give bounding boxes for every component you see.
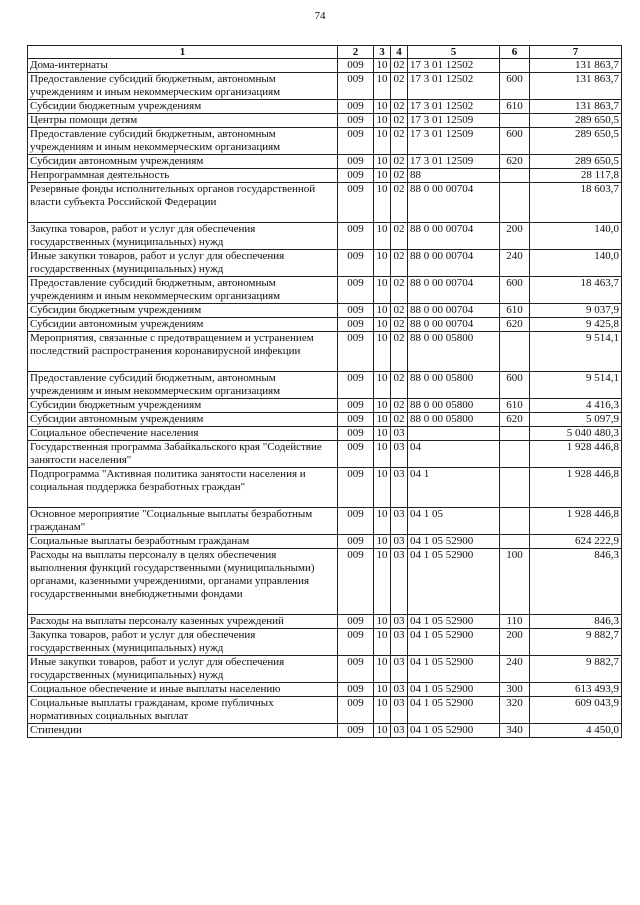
- row-code-subsection: 03: [391, 535, 408, 549]
- column-header: 7: [530, 46, 622, 59]
- row-code-subsection: 02: [391, 318, 408, 332]
- row-label: Расходы на выплаты персоналу в целях обеспечения выполнения функций государственными (муниципальными) органами, казенными учреждениями, органами управления государственными внебюджетными фондами: [28, 549, 338, 615]
- column-header: 3: [374, 46, 391, 59]
- row-code-section: 10: [374, 683, 391, 697]
- row-code-expense-type: [500, 508, 530, 535]
- table-row: [28, 656, 622, 683]
- row-amount: 9 425,8: [530, 318, 622, 332]
- row-amount: 9 882,7: [530, 656, 622, 683]
- row-code-admin: 009: [338, 468, 374, 508]
- table-row: [28, 372, 622, 399]
- row-code-admin: 009: [338, 427, 374, 441]
- row-label: Центры помощи детям: [28, 114, 338, 128]
- row-code-expense-type: 620: [500, 318, 530, 332]
- row-code-section: 10: [374, 114, 391, 128]
- row-label: Мероприятия, связанные с предотвращением и устранением последствий распространения коронавирусной инфекции: [28, 332, 338, 372]
- row-code-subsection: 03: [391, 724, 408, 738]
- row-code-target: 04 1: [408, 468, 500, 508]
- row-code-section: 10: [374, 427, 391, 441]
- row-amount: 4 450,0: [530, 724, 622, 738]
- row-code-expense-type: 600: [500, 73, 530, 100]
- row-code-target: 88 0 00 00704: [408, 223, 500, 250]
- row-label: Государственная программа Забайкальского края "Содействие занятости населения": [28, 441, 338, 468]
- row-code-subsection: 03: [391, 468, 408, 508]
- row-code-expense-type: [500, 468, 530, 508]
- row-label: Социальное обеспечение населения: [28, 427, 338, 441]
- row-code-section: 10: [374, 441, 391, 468]
- column-header: 6: [500, 46, 530, 59]
- row-code-expense-type: 300: [500, 683, 530, 697]
- row-amount: 1 928 446,8: [530, 468, 622, 508]
- row-code-admin: 009: [338, 656, 374, 683]
- row-code-admin: 009: [338, 372, 374, 399]
- row-code-subsection: 03: [391, 629, 408, 656]
- row-code-admin: 009: [338, 128, 374, 155]
- table-row: [28, 413, 622, 427]
- row-code-subsection: 03: [391, 441, 408, 468]
- row-code-admin: 009: [338, 318, 374, 332]
- row-label: Резервные фонды исполнительных органов государственной власти субъекта Российской Федерации: [28, 183, 338, 223]
- row-amount: 9 882,7: [530, 629, 622, 656]
- row-code-admin: 009: [338, 59, 374, 73]
- row-label: Подпрограмма "Активная политика занятости населения и социальная поддержка безработных граждан": [28, 468, 338, 508]
- row-code-expense-type: [500, 59, 530, 73]
- row-code-target: 04 1 05 52900: [408, 615, 500, 629]
- table-row: [28, 697, 622, 724]
- row-amount: 289 650,5: [530, 128, 622, 155]
- table-row: [28, 250, 622, 277]
- row-label: Социальные выплаты безработным гражданам: [28, 535, 338, 549]
- row-code-target: 17 3 01 12509: [408, 114, 500, 128]
- row-label: Предоставление субсидий бюджетным, автономным учреждениям и иным некоммерческим организациям: [28, 73, 338, 100]
- table-row: [28, 535, 622, 549]
- row-code-target: 88 0 00 05800: [408, 332, 500, 372]
- row-code-admin: 009: [338, 332, 374, 372]
- table-row: [28, 183, 622, 223]
- row-code-expense-type: 240: [500, 656, 530, 683]
- row-amount: 131 863,7: [530, 73, 622, 100]
- table-row: [28, 304, 622, 318]
- row-code-subsection: 02: [391, 155, 408, 169]
- row-code-section: 10: [374, 277, 391, 304]
- row-label: Расходы на выплаты персоналу казенных учреждений: [28, 615, 338, 629]
- table-row: [28, 441, 622, 468]
- row-code-expense-type: 620: [500, 413, 530, 427]
- table-row: [28, 59, 622, 73]
- row-code-target: 04 1 05: [408, 508, 500, 535]
- row-code-admin: 009: [338, 399, 374, 413]
- row-code-expense-type: 200: [500, 629, 530, 656]
- row-code-target: 88 0 00 00704: [408, 318, 500, 332]
- row-code-admin: 009: [338, 250, 374, 277]
- row-amount: 28 117,8: [530, 169, 622, 183]
- row-label: Социальное обеспечение и иные выплаты населению: [28, 683, 338, 697]
- row-code-subsection: 02: [391, 169, 408, 183]
- row-code-admin: 009: [338, 683, 374, 697]
- row-label: Субсидии бюджетным учреждениям: [28, 100, 338, 114]
- row-code-section: 10: [374, 155, 391, 169]
- row-amount: 289 650,5: [530, 114, 622, 128]
- row-code-subsection: 02: [391, 73, 408, 100]
- row-code-section: 10: [374, 128, 391, 155]
- row-amount: 1 928 446,8: [530, 508, 622, 535]
- table-row: [28, 332, 622, 372]
- row-code-expense-type: 200: [500, 223, 530, 250]
- row-amount: 131 863,7: [530, 59, 622, 73]
- row-amount: 609 043,9: [530, 697, 622, 724]
- row-amount: 18 463,7: [530, 277, 622, 304]
- row-label: Закупка товаров, работ и услуг для обеспечения государственных (муниципальных) нужд: [28, 223, 338, 250]
- row-code-admin: 009: [338, 615, 374, 629]
- row-code-target: 88 0 00 00704: [408, 250, 500, 277]
- row-code-subsection: 03: [391, 549, 408, 615]
- row-code-target: 17 3 01 12502: [408, 73, 500, 100]
- column-header: 2: [338, 46, 374, 59]
- row-code-expense-type: 610: [500, 304, 530, 318]
- row-code-expense-type: [500, 441, 530, 468]
- row-code-target: 04 1 05 52900: [408, 549, 500, 615]
- row-amount: 613 493,9: [530, 683, 622, 697]
- table-row: [28, 223, 622, 250]
- row-label: Основное мероприятие "Социальные выплаты безработным гражданам": [28, 508, 338, 535]
- row-code-section: 10: [374, 304, 391, 318]
- row-amount: 5 040 480,3: [530, 427, 622, 441]
- row-code-admin: 009: [338, 629, 374, 656]
- table-row: [28, 683, 622, 697]
- row-label: Иные закупки товаров, работ и услуг для обеспечения государственных (муниципальных) нужд: [28, 250, 338, 277]
- row-code-subsection: 02: [391, 183, 408, 223]
- row-label: Стипендии: [28, 724, 338, 738]
- row-code-target: 04 1 05 52900: [408, 535, 500, 549]
- row-code-admin: 009: [338, 697, 374, 724]
- table-row: [28, 73, 622, 100]
- row-code-expense-type: 610: [500, 100, 530, 114]
- row-amount: 5 097,9: [530, 413, 622, 427]
- row-amount: 289 650,5: [530, 155, 622, 169]
- row-code-admin: 009: [338, 73, 374, 100]
- row-code-target: 17 3 01 12509: [408, 128, 500, 155]
- row-code-expense-type: [500, 427, 530, 441]
- row-code-subsection: 02: [391, 128, 408, 155]
- row-code-section: 10: [374, 250, 391, 277]
- row-label: Дома-интернаты: [28, 59, 338, 73]
- row-code-expense-type: [500, 183, 530, 223]
- row-code-section: 10: [374, 73, 391, 100]
- row-code-section: 10: [374, 615, 391, 629]
- row-code-admin: 009: [338, 155, 374, 169]
- row-code-subsection: 03: [391, 615, 408, 629]
- row-label: Социальные выплаты гражданам, кроме публичных нормативных социальных выплат: [28, 697, 338, 724]
- row-label: Непрограммная деятельность: [28, 169, 338, 183]
- row-code-expense-type: 620: [500, 155, 530, 169]
- row-code-admin: 009: [338, 304, 374, 318]
- row-label: Иные закупки товаров, работ и услуг для обеспечения государственных (муниципальных) нужд: [28, 656, 338, 683]
- row-code-expense-type: 340: [500, 724, 530, 738]
- row-label: Субсидии бюджетным учреждениям: [28, 399, 338, 413]
- row-code-target: 04 1 05 52900: [408, 724, 500, 738]
- row-label: Субсидии автономным учреждениям: [28, 318, 338, 332]
- row-amount: 140,0: [530, 250, 622, 277]
- row-code-expense-type: [500, 169, 530, 183]
- row-code-target: 04 1 05 52900: [408, 683, 500, 697]
- row-code-admin: 009: [338, 508, 374, 535]
- row-code-section: 10: [374, 468, 391, 508]
- table-row: [28, 615, 622, 629]
- row-code-section: 10: [374, 59, 391, 73]
- row-code-expense-type: 610: [500, 399, 530, 413]
- table-row: [28, 128, 622, 155]
- row-code-section: 10: [374, 629, 391, 656]
- table-row: [28, 427, 622, 441]
- row-code-target: 04 1 05 52900: [408, 697, 500, 724]
- row-amount: 18 603,7: [530, 183, 622, 223]
- table-row: [28, 100, 622, 114]
- row-amount: 131 863,7: [530, 100, 622, 114]
- row-code-admin: 009: [338, 277, 374, 304]
- row-label: Предоставление субсидий бюджетным, автономным учреждениям и иным некоммерческим организациям: [28, 128, 338, 155]
- row-code-expense-type: 320: [500, 697, 530, 724]
- row-code-admin: 009: [338, 724, 374, 738]
- row-amount: 4 416,3: [530, 399, 622, 413]
- row-label: Предоставление субсидий бюджетным, автономным учреждениям и иным некоммерческим организациям: [28, 372, 338, 399]
- row-code-target: 04: [408, 441, 500, 468]
- row-code-subsection: 02: [391, 399, 408, 413]
- table-row: [28, 155, 622, 169]
- table-row: [28, 549, 622, 615]
- row-label: Предоставление субсидий бюджетным, автономным учреждениям и иным некоммерческим организациям: [28, 277, 338, 304]
- row-code-expense-type: [500, 114, 530, 128]
- row-code-target: 88 0 00 05800: [408, 399, 500, 413]
- row-code-section: 10: [374, 169, 391, 183]
- row-label: Субсидии бюджетным учреждениям: [28, 304, 338, 318]
- row-code-section: 10: [374, 100, 391, 114]
- row-code-subsection: 02: [391, 59, 408, 73]
- row-code-target: 17 3 01 12509: [408, 155, 500, 169]
- table-row: [28, 508, 622, 535]
- row-code-subsection: 02: [391, 304, 408, 318]
- row-code-expense-type: 600: [500, 372, 530, 399]
- column-header: 1: [28, 46, 338, 59]
- table-row: [28, 724, 622, 738]
- row-amount: 624 222,9: [530, 535, 622, 549]
- row-code-admin: 009: [338, 114, 374, 128]
- row-code-target: 88 0 00 00704: [408, 304, 500, 318]
- table-row: [28, 399, 622, 413]
- row-code-section: 10: [374, 508, 391, 535]
- table-row: [28, 114, 622, 128]
- row-code-admin: 009: [338, 441, 374, 468]
- row-code-subsection: 02: [391, 372, 408, 399]
- row-code-target: [408, 427, 500, 441]
- table-row: [28, 277, 622, 304]
- table-row: [28, 318, 622, 332]
- row-code-expense-type: 110: [500, 615, 530, 629]
- column-header: 4: [391, 46, 408, 59]
- row-code-section: 10: [374, 332, 391, 372]
- row-code-admin: 009: [338, 549, 374, 615]
- table-row: [28, 169, 622, 183]
- row-amount: 1 928 446,8: [530, 441, 622, 468]
- table-row: [28, 629, 622, 656]
- row-code-section: 10: [374, 399, 391, 413]
- row-code-section: 10: [374, 656, 391, 683]
- row-amount: 9 514,1: [530, 332, 622, 372]
- row-code-target: 88 0 00 05800: [408, 413, 500, 427]
- row-amount: 9 514,1: [530, 372, 622, 399]
- page-number: 74: [314, 10, 326, 22]
- row-code-section: 10: [374, 223, 391, 250]
- row-code-subsection: 02: [391, 250, 408, 277]
- row-amount: 846,3: [530, 549, 622, 615]
- budget-table: [27, 45, 622, 738]
- row-code-subsection: 02: [391, 223, 408, 250]
- row-code-target: 88 0 00 00704: [408, 183, 500, 223]
- row-code-admin: 009: [338, 100, 374, 114]
- row-code-subsection: 02: [391, 114, 408, 128]
- row-code-subsection: 03: [391, 508, 408, 535]
- row-code-expense-type: 240: [500, 250, 530, 277]
- row-code-expense-type: 600: [500, 128, 530, 155]
- row-code-target: 17 3 01 12502: [408, 100, 500, 114]
- row-code-target: 17 3 01 12502: [408, 59, 500, 73]
- row-label: Субсидии автономным учреждениям: [28, 413, 338, 427]
- table-header-row: [28, 46, 622, 59]
- row-code-subsection: 03: [391, 656, 408, 683]
- row-code-target: 04 1 05 52900: [408, 656, 500, 683]
- row-code-target: 88: [408, 169, 500, 183]
- row-amount: 846,3: [530, 615, 622, 629]
- row-code-section: 10: [374, 724, 391, 738]
- row-code-subsection: 03: [391, 427, 408, 441]
- row-code-admin: 009: [338, 169, 374, 183]
- row-code-section: 10: [374, 372, 391, 399]
- row-code-section: 10: [374, 318, 391, 332]
- row-code-expense-type: 600: [500, 277, 530, 304]
- row-code-expense-type: 100: [500, 549, 530, 615]
- row-label: Субсидии автономным учреждениям: [28, 155, 338, 169]
- row-code-subsection: 02: [391, 277, 408, 304]
- row-code-admin: 009: [338, 535, 374, 549]
- row-amount: 9 037,9: [530, 304, 622, 318]
- table-row: [28, 468, 622, 508]
- row-code-section: 10: [374, 535, 391, 549]
- row-code-section: 10: [374, 549, 391, 615]
- row-code-subsection: 03: [391, 697, 408, 724]
- row-code-subsection: 02: [391, 332, 408, 372]
- row-code-target: 04 1 05 52900: [408, 629, 500, 656]
- row-code-admin: 009: [338, 413, 374, 427]
- row-code-target: 88 0 00 00704: [408, 277, 500, 304]
- row-code-section: 10: [374, 183, 391, 223]
- row-code-expense-type: [500, 332, 530, 372]
- table-body: [28, 59, 622, 738]
- row-code-subsection: 02: [391, 100, 408, 114]
- row-code-admin: 009: [338, 183, 374, 223]
- row-code-subsection: 02: [391, 413, 408, 427]
- row-code-section: 10: [374, 697, 391, 724]
- row-label: Закупка товаров, работ и услуг для обеспечения государственных (муниципальных) нужд: [28, 629, 338, 656]
- row-amount: 140,0: [530, 223, 622, 250]
- row-code-admin: 009: [338, 223, 374, 250]
- row-code-subsection: 03: [391, 683, 408, 697]
- row-code-expense-type: [500, 535, 530, 549]
- column-header: 5: [408, 46, 500, 59]
- row-code-section: 10: [374, 413, 391, 427]
- row-code-target: 88 0 00 05800: [408, 372, 500, 399]
